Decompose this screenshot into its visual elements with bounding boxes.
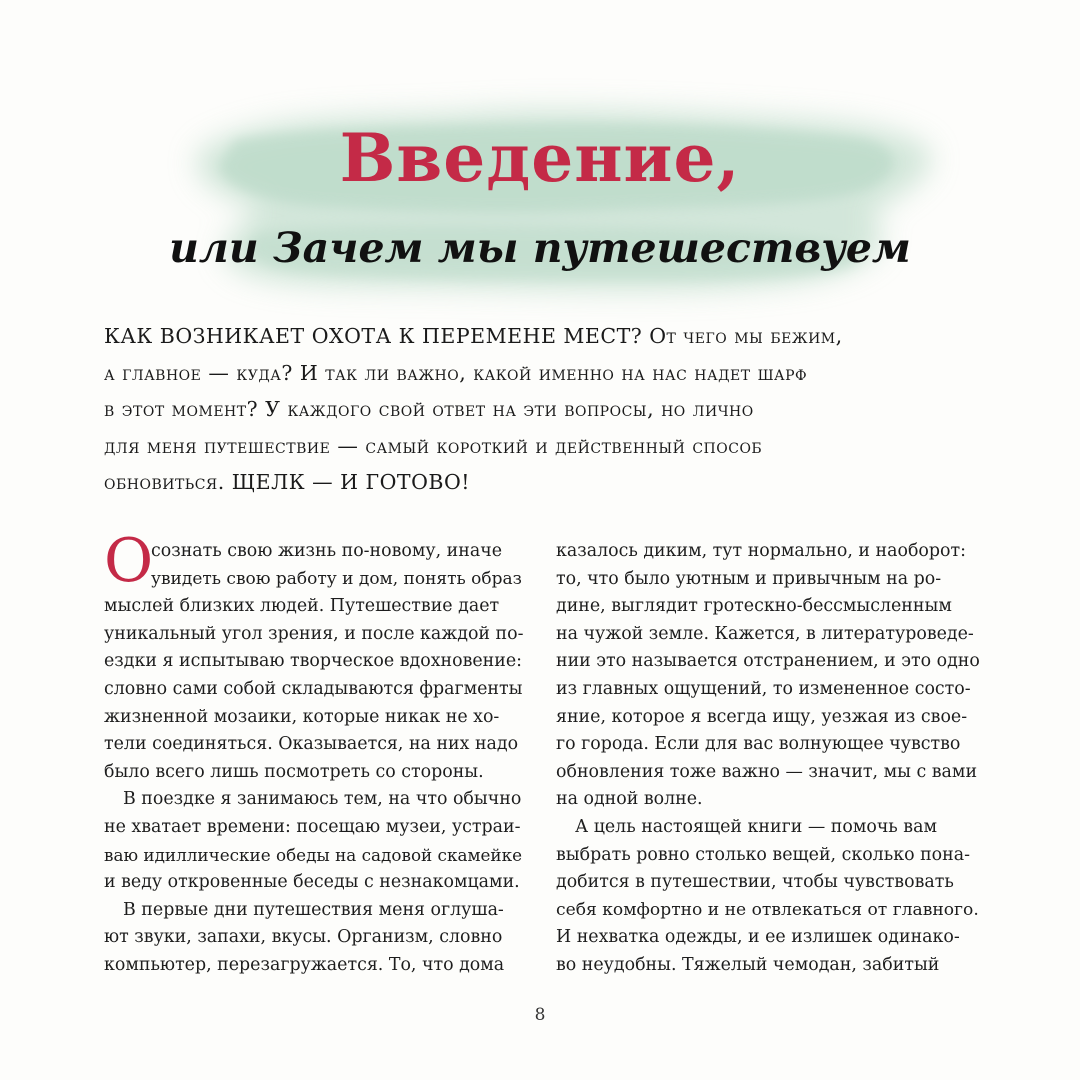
left-text-column: [104, 526, 524, 980]
text-line: дине, выглядит гротескно-бессмысленным: [556, 596, 952, 617]
text-line: В поездке я занимаюсь тем, на что обычно: [123, 789, 522, 810]
text-line: из главных ощущений, то измененное состо-: [556, 678, 971, 699]
text-line: словно сами собой складываются фрагменты: [104, 678, 523, 699]
text-line: ют звуки, запахи, вкусы. Организм, словно: [104, 927, 503, 948]
lead-line: а главное — куда? И так ли важно, какой именно на нас надет шарф: [104, 360, 808, 385]
text-line: ездки я испытываю творческое вдохновение:: [104, 651, 522, 672]
lead-line: обновиться. ЩЕЛК — И ГОТОВО!: [104, 470, 470, 494]
page-title: Введение,: [339, 119, 741, 197]
text-line: не хватает времени: посещаю музеи, устраи-: [104, 816, 521, 837]
text-line: уникальный угол зрения, и после каждой по-: [104, 623, 524, 644]
text-line: ваю идиллические обеды на садовой скамейке: [104, 844, 523, 865]
text-line: И нехватка одежды, и ее излишек одинако-: [556, 927, 960, 948]
text-line: го города. Если для вас волнующее чувство: [556, 734, 961, 755]
text-line: себя комфортно и не отвлекаться от главного.: [556, 899, 979, 920]
text-line: на одной волне.: [556, 789, 703, 810]
text-line: на чужой земле. Кажется, в литературоведе-: [556, 623, 974, 644]
text-line: В первые дни путешествия меня оглуша-: [123, 899, 504, 920]
text-line: то, что было уютным и привычным на ро-: [556, 568, 942, 589]
text-line: казалось диким, тут нормально, и наоборот:: [556, 541, 966, 561]
lead-line: в этот момент? У каждого свой ответ на эти вопросы, но лично: [104, 397, 754, 421]
text-line: сознать свою жизнь по-новому, иначе: [151, 541, 503, 561]
text-line: жизненной мозаики, которые никак не хо-: [104, 706, 500, 727]
text-line: во неудобны. Тяжелый чемодан, забитый: [556, 954, 940, 975]
lead-line: для меня путешествие — самый короткий и действенный способ: [104, 433, 763, 458]
page-number: 8: [534, 1005, 546, 1025]
text-line: тели соединяться. Оказывается, на них надо: [104, 734, 519, 755]
text-line: увидеть свою работу и дом, понять образ: [151, 568, 522, 589]
text-line: компьютер, перезагружается. То, что дома: [104, 954, 505, 975]
text-line: А цель настоящей книги — помочь вам: [575, 816, 937, 837]
text-line: было всего лишь посмотреть со стороны.: [104, 761, 484, 782]
lead-paragraph: [104, 318, 984, 501]
text-line: выбрать ровно столько вещей, сколько пона-: [556, 844, 970, 865]
text-line: и веду откровенные беседы с незнакомцами.: [104, 872, 520, 893]
drop-cap: О: [104, 526, 154, 596]
text-line: нии это называется отстранением, и это одно: [556, 651, 980, 672]
page-subtitle: или Зачем мы путешествуем: [169, 224, 911, 272]
text-line: добится в путешествии, чтобы чувствовать: [556, 872, 954, 893]
text-line: яние, которое я всегда ищу, уезжая из свое-: [556, 706, 968, 727]
text-line: обновления тоже важно — значит, мы с вами: [556, 761, 978, 782]
right-text-column: [556, 538, 981, 980]
text-line: мыслей близких людей. Путешествие дает: [104, 596, 500, 617]
lead-line: КАК ВОЗНИКАЕТ ОХОТА К ПЕРЕМЕНЕ МЕСТ? От чего мы бежим,: [104, 324, 843, 348]
